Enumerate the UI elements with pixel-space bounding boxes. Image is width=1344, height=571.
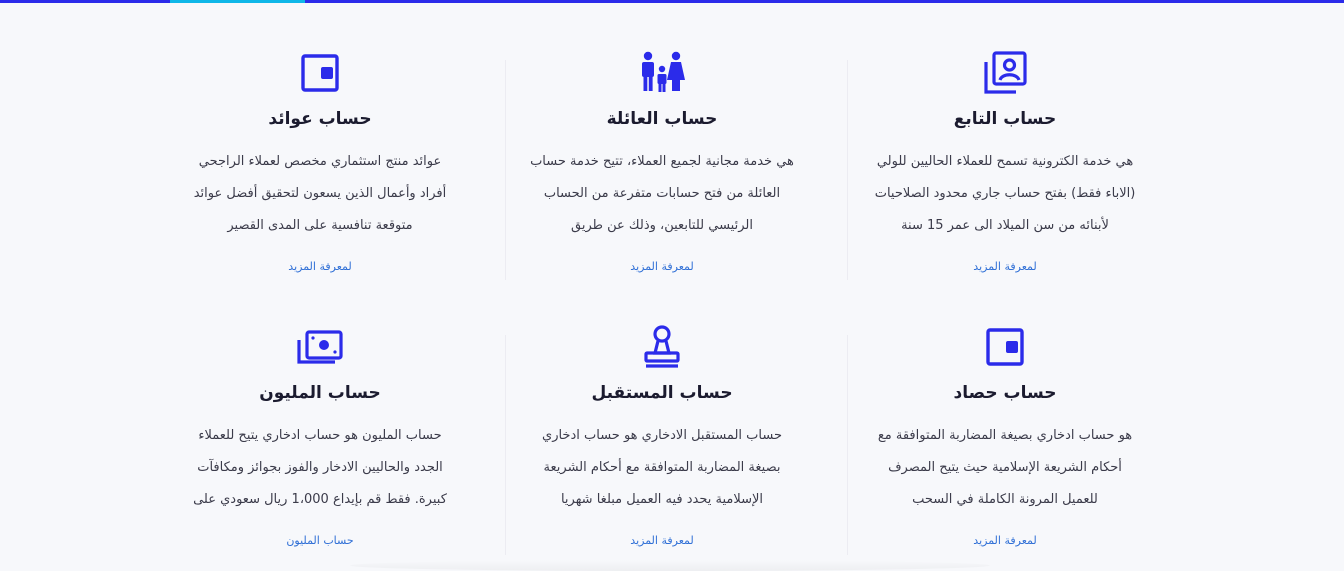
- learn-more-link[interactable]: لمعرفة المزيد: [973, 260, 1037, 273]
- column-divider: [505, 60, 506, 280]
- learn-more-link[interactable]: لمعرفة المزيد: [288, 260, 352, 273]
- card-description: حساب المليون هو حساب ادخاري يتيح للعملاء الجدد والحاليين الادخار والفوز بجوائز ومكافآت كبيرة. فقط قم بإيداع 1،000 ريال سعودي على: [193, 428, 447, 507]
- column-divider: [505, 335, 506, 555]
- card-future: [512, 320, 812, 550]
- card-title: حساب حصاد: [953, 383, 1057, 403]
- card-title: حساب المليون: [259, 383, 381, 403]
- card-title: حساب العائلة: [606, 109, 718, 129]
- wallet-icon: [978, 320, 1032, 374]
- learn-more-link[interactable]: لمعرفة المزيد: [973, 534, 1037, 547]
- section-shadow: [350, 560, 990, 571]
- card-title: حساب المستقبل: [591, 383, 733, 403]
- column-divider: [847, 60, 848, 280]
- card-million: [170, 320, 470, 550]
- card-hasad: [855, 320, 1155, 550]
- learn-more-link[interactable]: لمعرفة المزيد: [630, 260, 694, 273]
- card-family: [512, 46, 812, 276]
- learn-more-link[interactable]: لمعرفة المزيد: [630, 534, 694, 547]
- card-description: هو حساب ادخاري بصيغة المضاربة المتوافقة مع أحكام الشريعة الإسلامية حيث يتيح المصرف للعميل المرونة الكاملة في السحب: [877, 428, 1133, 507]
- million-account-link[interactable]: حساب المليون: [286, 534, 354, 547]
- card-description: حساب المستقبل الادخاري هو حساب ادخاري بصيغة المضاربة المتوافقة مع أحكام الشريعة الإسلامية يحدد فيه العميل مبلغا شهريا: [542, 428, 782, 507]
- cash-icon: [293, 320, 347, 374]
- card-description: هي خدمة الكترونية تسمح للعملاء الحاليين للولي (الاباء فقط) بفتح حساب جاري محدود الصلاحيات لأبنائه من سن الميلاد الى عمر 15 سنة: [874, 154, 1136, 233]
- card-awaed: [170, 46, 470, 276]
- card-description: هي خدمة مجانية لجميع العملاء، تتيح خدمة حساب العائلة من فتح حسابات متفرعة من الحساب الرئيسي للتابعين، وذلك عن طريق: [530, 154, 794, 233]
- wallet-icon: [293, 46, 347, 100]
- dependent-account-icon: [978, 46, 1032, 100]
- column-divider: [847, 335, 848, 555]
- card-title: حساب عوائد: [268, 109, 372, 129]
- card-description: عوائد منتج استثماري مخصص لعملاء الراجحي أفراد وأعمال الذين يسعون لتحقيق أفضل عوائد متوقعة تنافسية على المدى القصير: [193, 154, 447, 233]
- stamp-icon: [635, 320, 689, 374]
- card-dependent: [855, 46, 1155, 276]
- card-title: حساب التابع: [953, 109, 1057, 129]
- family-icon: [635, 46, 689, 100]
